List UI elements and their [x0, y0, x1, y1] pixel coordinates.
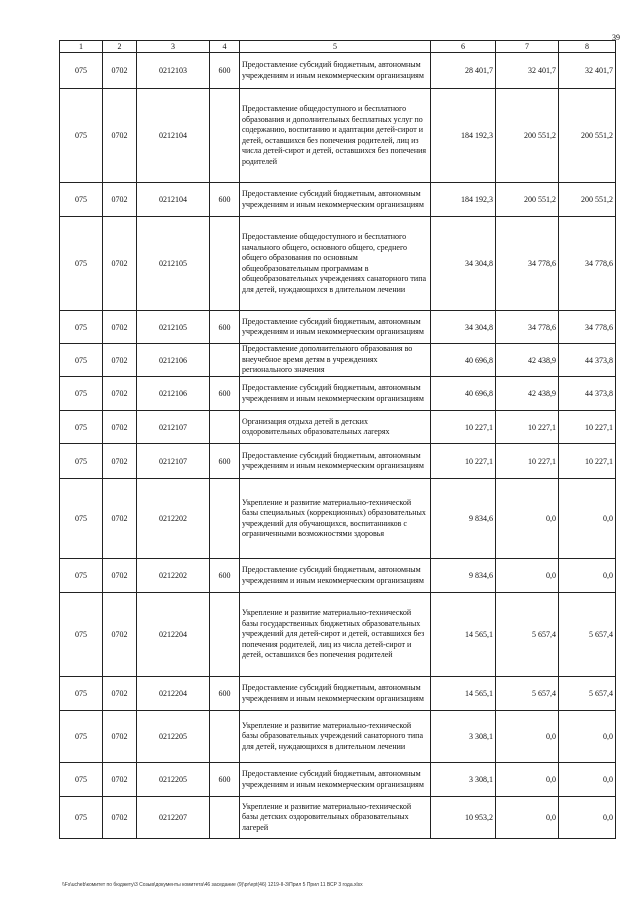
target-article-cell: 0212103 [137, 53, 210, 89]
section-code-cell: 0702 [103, 411, 137, 444]
amount-year1-cell: 14 565,1 [431, 677, 496, 711]
amount-year2-cell: 32 401,7 [496, 53, 559, 89]
chapter-code-cell: 075 [60, 444, 103, 479]
expense-type-cell [210, 593, 240, 677]
description-cell: Укрепление и развитие материально-технической базы специальных (коррекционных) образовательных учреждений для обучающихся, воспитанников с ограниченными возможностями здоровья [240, 479, 431, 559]
amount-year1-cell: 40 696,8 [431, 344, 496, 377]
amount-year1-cell: 9 834,6 [431, 559, 496, 593]
section-code-cell: 0702 [103, 559, 137, 593]
description-cell: Укрепление и развитие материально-технической базы государственных бюджетных образовательных учреждений для детей-сирот и детей, оставшихся без попечения родителей, лиц из числа детей-сирот и детей, оставшихся без попечения родителей [240, 593, 431, 677]
expense-type-cell [210, 479, 240, 559]
chapter-code-cell: 075 [60, 89, 103, 183]
table-row [60, 53, 616, 89]
target-article-cell: 0212105 [137, 311, 210, 344]
chapter-code-cell: 075 [60, 593, 103, 677]
table-row [60, 763, 616, 797]
amount-year3-cell: 0,0 [559, 711, 616, 763]
chapter-code-cell: 075 [60, 677, 103, 711]
expense-type-cell [210, 89, 240, 183]
section-code-cell: 0702 [103, 711, 137, 763]
expense-type-cell: 600 [210, 53, 240, 89]
description-cell: Предоставление субсидий бюджетным, автономным учреждениям и иным некоммерческим организациям [240, 377, 431, 411]
amount-year1-cell: 184 192,3 [431, 183, 496, 217]
amount-year2-cell: 5 657,4 [496, 677, 559, 711]
expense-type-cell: 600 [210, 763, 240, 797]
amount-year3-cell: 10 227,1 [559, 411, 616, 444]
amount-year2-cell: 10 227,1 [496, 411, 559, 444]
amount-year1-cell: 28 401,7 [431, 53, 496, 89]
expense-type-cell: 600 [210, 377, 240, 411]
amount-year2-cell: 34 778,6 [496, 311, 559, 344]
expense-type-cell: 600 [210, 444, 240, 479]
section-code-cell: 0702 [103, 344, 137, 377]
description-cell: Укрепление и развитие материально-технической базы образовательных учреждений санаторного типа для детей, нуждающихся в длительном лечении [240, 711, 431, 763]
section-code-cell: 0702 [103, 217, 137, 311]
table-row [60, 444, 616, 479]
header-row [60, 41, 616, 53]
section-code-cell: 0702 [103, 183, 137, 217]
target-article-cell: 0212204 [137, 677, 210, 711]
amount-year1-cell: 9 834,6 [431, 479, 496, 559]
amount-year1-cell: 34 304,8 [431, 217, 496, 311]
target-article-cell: 0212107 [137, 444, 210, 479]
amount-year1-cell: 10 227,1 [431, 411, 496, 444]
chapter-code-cell: 075 [60, 797, 103, 839]
expense-type-cell [210, 711, 240, 763]
amount-year3-cell: 5 657,4 [559, 677, 616, 711]
amount-year2-cell: 0,0 [496, 763, 559, 797]
amount-year2-cell: 42 438,9 [496, 344, 559, 377]
section-code-cell: 0702 [103, 444, 137, 479]
chapter-code-cell: 075 [60, 183, 103, 217]
expense-type-cell [210, 217, 240, 311]
header-cell: 8 [559, 41, 616, 53]
chapter-code-cell: 075 [60, 411, 103, 444]
section-code-cell: 0702 [103, 479, 137, 559]
description-cell: Предоставление субсидий бюджетным, автономным учреждениям и иным некоммерческим организациям [240, 311, 431, 344]
expense-type-cell: 600 [210, 183, 240, 217]
header-cell: 4 [210, 41, 240, 53]
amount-year2-cell: 42 438,9 [496, 377, 559, 411]
section-code-cell: 0702 [103, 377, 137, 411]
target-article-cell: 0212104 [137, 183, 210, 217]
section-code-cell: 0702 [103, 797, 137, 839]
table-row [60, 559, 616, 593]
amount-year2-cell: 0,0 [496, 711, 559, 763]
table-row [60, 183, 616, 217]
amount-year2-cell: 0,0 [496, 559, 559, 593]
amount-year2-cell: 34 778,6 [496, 217, 559, 311]
header-cell: 7 [496, 41, 559, 53]
chapter-code-cell: 075 [60, 559, 103, 593]
amount-year2-cell: 0,0 [496, 797, 559, 839]
target-article-cell: 0212106 [137, 344, 210, 377]
amount-year3-cell: 44 373,8 [559, 377, 616, 411]
amount-year1-cell: 40 696,8 [431, 377, 496, 411]
amount-year1-cell: 34 304,8 [431, 311, 496, 344]
expense-type-cell [210, 344, 240, 377]
target-article-cell: 0212105 [137, 217, 210, 311]
table-body [60, 53, 616, 839]
amount-year3-cell: 32 401,7 [559, 53, 616, 89]
chapter-code-cell: 075 [60, 311, 103, 344]
amount-year2-cell: 200 551,2 [496, 89, 559, 183]
header-cell: 3 [137, 41, 210, 53]
amount-year2-cell: 10 227,1 [496, 444, 559, 479]
description-cell: Предоставление общедоступного и бесплатного образования и дополнительных бесплатных услуг по содержанию, воспитанию и адаптации детей-сирот и детей, оставшихся без попечения родителей, лиц из числа детей-сирот и детей, оставшихся без попечения родителей [240, 89, 431, 183]
amount-year3-cell: 0,0 [559, 763, 616, 797]
header-cell: 2 [103, 41, 137, 53]
table-row [60, 479, 616, 559]
description-cell: Укрепление и развитие материально-технической базы детских оздоровительных образовательных лагерей [240, 797, 431, 839]
target-article-cell: 0212202 [137, 559, 210, 593]
chapter-code-cell: 075 [60, 344, 103, 377]
amount-year3-cell: 0,0 [559, 479, 616, 559]
target-article-cell: 0212202 [137, 479, 210, 559]
table-row [60, 89, 616, 183]
chapter-code-cell: 075 [60, 711, 103, 763]
table-row [60, 797, 616, 839]
chapter-code-cell: 075 [60, 479, 103, 559]
amount-year3-cell: 0,0 [559, 797, 616, 839]
chapter-code-cell: 075 [60, 763, 103, 797]
description-cell: Предоставление субсидий бюджетным, автономным учреждениям и иным некоммерческим организациям [240, 677, 431, 711]
amount-year2-cell: 200 551,2 [496, 183, 559, 217]
expense-type-cell [210, 411, 240, 444]
header-cell: 6 [431, 41, 496, 53]
header-cell: 1 [60, 41, 103, 53]
section-code-cell: 0702 [103, 593, 137, 677]
description-cell: Предоставление общедоступного и бесплатного начального общего, основного общего, среднего общего образования по основным общеобразовательным программам в общеобразовательных учреждениях санаторного типа для детей, нуждающихся в длительном лечении [240, 217, 431, 311]
section-code-cell: 0702 [103, 89, 137, 183]
amount-year3-cell: 10 227,1 [559, 444, 616, 479]
amount-year1-cell: 184 192,3 [431, 89, 496, 183]
table-row [60, 344, 616, 377]
expense-type-cell [210, 797, 240, 839]
amount-year3-cell: 200 551,2 [559, 183, 616, 217]
amount-year1-cell: 14 565,1 [431, 593, 496, 677]
chapter-code-cell: 075 [60, 377, 103, 411]
table-row [60, 217, 616, 311]
amount-year2-cell: 0,0 [496, 479, 559, 559]
description-cell: Предоставление дополнительного образования во внеучебное время детям в учреждениях регионального значения [240, 344, 431, 377]
description-cell: Предоставление субсидий бюджетным, автономным учреждениям и иным некоммерческим организациям [240, 763, 431, 797]
page-number: 39 [612, 33, 620, 42]
description-cell: Организация отдыха детей в детских оздоровительных образовательных лагерях [240, 411, 431, 444]
amount-year1-cell: 10 227,1 [431, 444, 496, 479]
section-code-cell: 0702 [103, 53, 137, 89]
expense-type-cell: 600 [210, 677, 240, 711]
header-cell: 5 [240, 41, 431, 53]
amount-year3-cell: 0,0 [559, 559, 616, 593]
chapter-code-cell: 075 [60, 53, 103, 89]
target-article-cell: 0212104 [137, 89, 210, 183]
amount-year3-cell: 34 778,6 [559, 217, 616, 311]
target-article-cell: 0212204 [137, 593, 210, 677]
budget-table [59, 40, 616, 839]
table-row [60, 411, 616, 444]
target-article-cell: 0212106 [137, 377, 210, 411]
amount-year3-cell: 200 551,2 [559, 89, 616, 183]
target-article-cell: 0212207 [137, 797, 210, 839]
file-path-footer: \\Fs\ucheb\комитет по бюджету\3 Созыв\документы комитета\46 заседание (9)\pr\ept(46) 1219-II-3\Прил 5 Прил 11 ВСР 3 года.xlsx [62, 882, 363, 888]
amount-year3-cell: 44 373,8 [559, 344, 616, 377]
description-cell: Предоставление субсидий бюджетным, автономным учреждениям и иным некоммерческим организациям [240, 53, 431, 89]
section-code-cell: 0702 [103, 677, 137, 711]
description-cell: Предоставление субсидий бюджетным, автономным учреждениям и иным некоммерческим организациям [240, 444, 431, 479]
amount-year1-cell: 3 308,1 [431, 711, 496, 763]
expense-type-cell: 600 [210, 559, 240, 593]
description-cell: Предоставление субсидий бюджетным, автономным учреждениям и иным некоммерческим организациям [240, 559, 431, 593]
table-row [60, 311, 616, 344]
section-code-cell: 0702 [103, 763, 137, 797]
amount-year2-cell: 5 657,4 [496, 593, 559, 677]
table-row [60, 711, 616, 763]
description-cell: Предоставление субсидий бюджетным, автономным учреждениям и иным некоммерческим организациям [240, 183, 431, 217]
target-article-cell: 0212205 [137, 763, 210, 797]
section-code-cell: 0702 [103, 311, 137, 344]
table-row [60, 593, 616, 677]
amount-year3-cell: 5 657,4 [559, 593, 616, 677]
target-article-cell: 0212107 [137, 411, 210, 444]
table-row [60, 377, 616, 411]
amount-year1-cell: 3 308,1 [431, 763, 496, 797]
target-article-cell: 0212205 [137, 711, 210, 763]
table-row [60, 677, 616, 711]
chapter-code-cell: 075 [60, 217, 103, 311]
expense-type-cell: 600 [210, 311, 240, 344]
amount-year1-cell: 10 953,2 [431, 797, 496, 839]
amount-year3-cell: 34 778,6 [559, 311, 616, 344]
